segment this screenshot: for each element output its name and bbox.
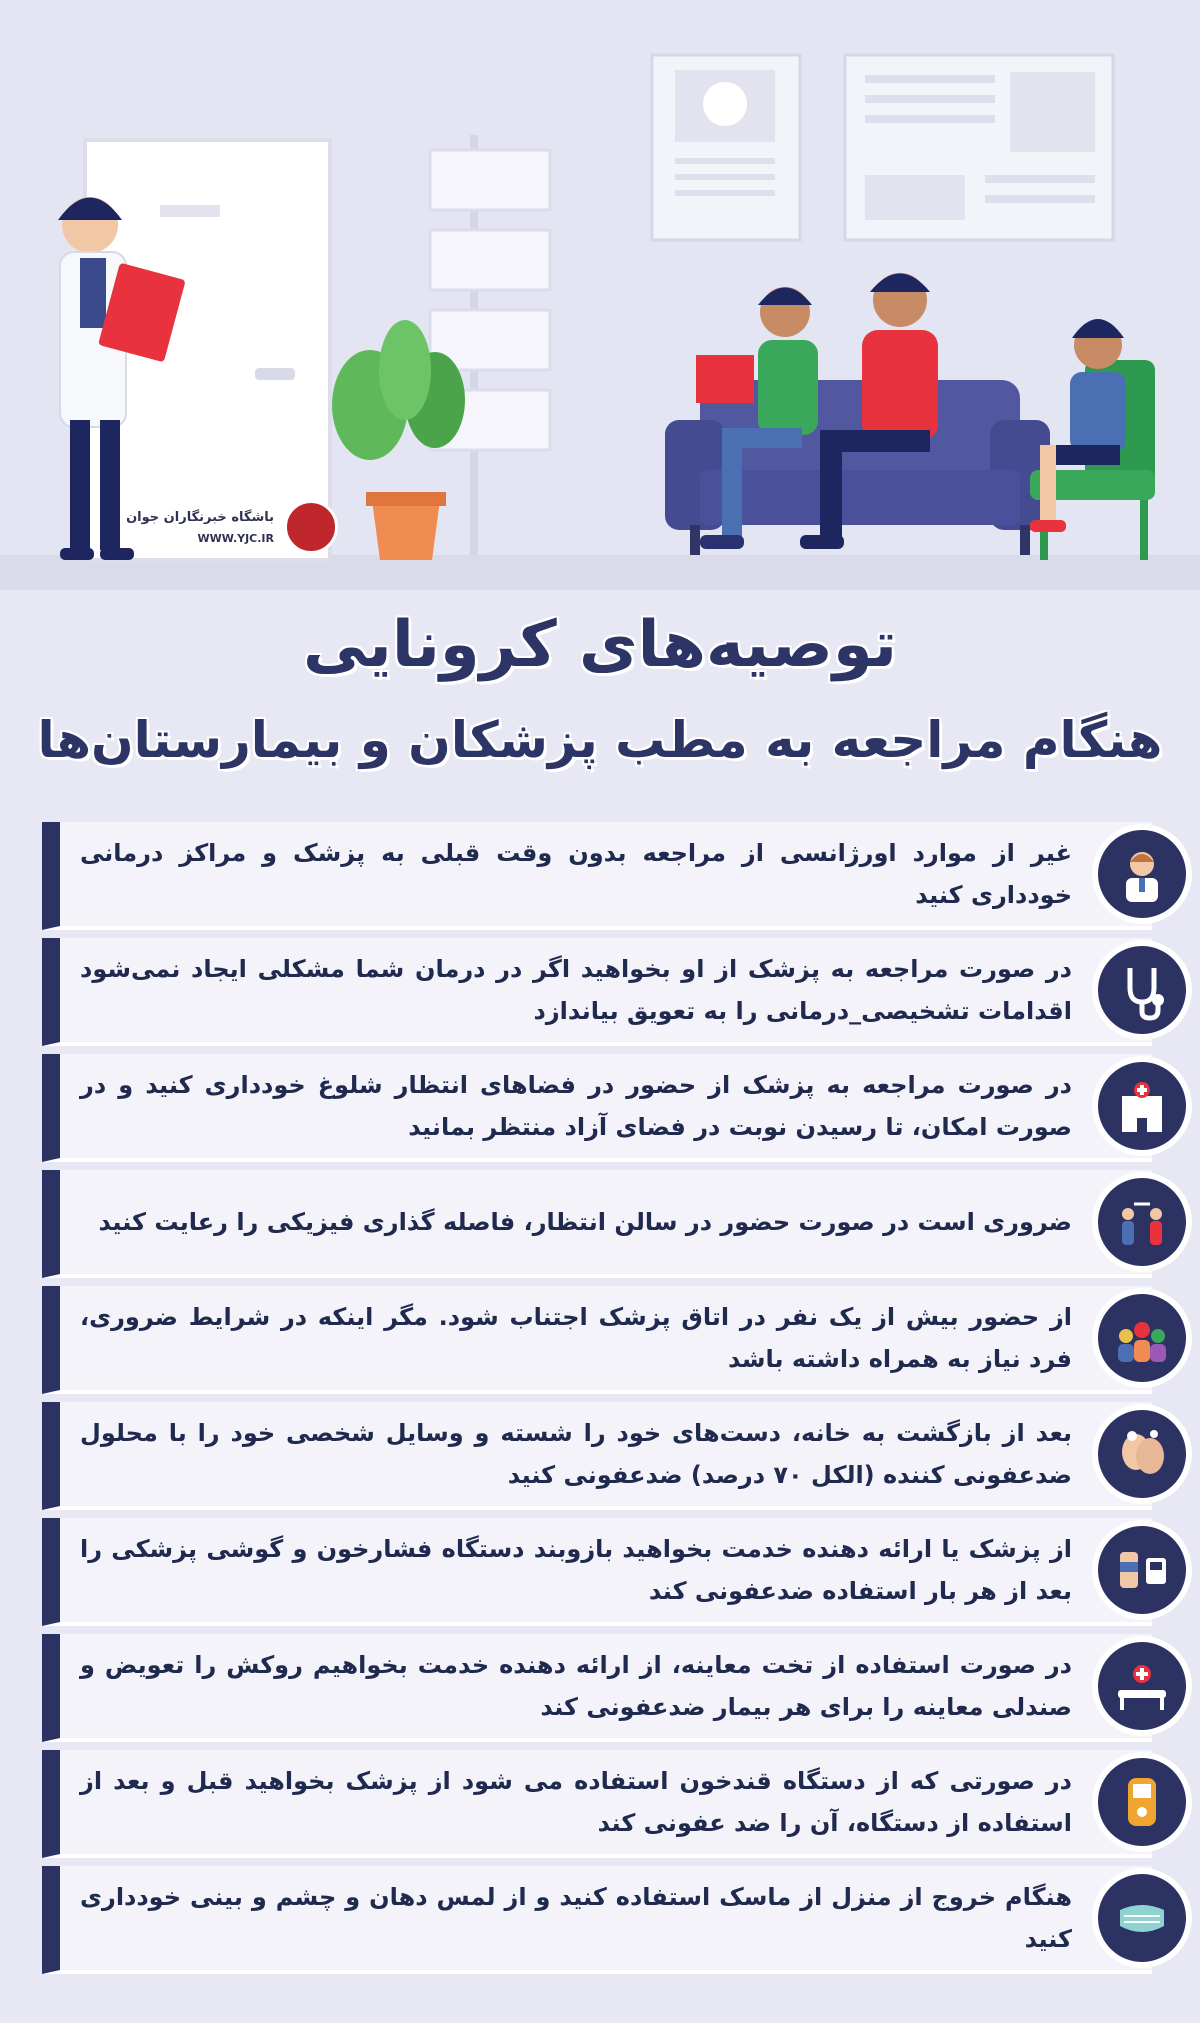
tip-item [42,1518,1152,1626]
tip-item [42,1286,1152,1394]
tip-text: هنگام خروج از منزل از ماسک استفاده کنید و از لمس دهان و چشم و بینی خودداری کنید [80,1883,1072,1953]
tip-item [42,822,1152,930]
blood-pressure-icon [1092,1520,1192,1620]
title-block [0,600,1200,800]
page-title: توصیه‌های کرونایی [303,608,897,682]
tip-item [42,1402,1152,1510]
tip-item [42,1634,1152,1742]
tip-text: بعد از بازگشت به خانه، دست‌های خود را شسته و وسایل شخصی خود را با محلول ضدعفونی کننده (الکل ۷۰ درصد) ضدعفونی کنید [80,1419,1072,1489]
tip-item [42,1170,1152,1278]
tip-text: در صورتی که از دستگاه قندخون استفاده می شود از پزشک بخواهید قبل و بعد از استفاده از دستگاه، آن را ضد عفونی کند [80,1767,1072,1837]
hero-illustration [0,0,1200,590]
page-subtitle: هنگام مراجعه به مطب پزشکان و بیمارستان‌ها [37,711,1163,769]
tip-item [42,938,1152,1046]
brand-name: باشگاه خبرنگاران جوان [126,510,274,525]
brand-logo-icon [284,500,338,554]
exam-bed-icon [1092,1636,1192,1736]
tip-item [42,1054,1152,1162]
tip-text: از حضور بیش از یک نفر در اتاق پزشک اجتناب شود. مگر اینکه در شرایط ضروری، فرد نیاز به همراه داشته باشد [80,1303,1072,1373]
doctor-icon [1092,824,1192,924]
xray-posters [652,55,1113,240]
hospital-icon [1092,1056,1192,1156]
glucometer-icon [1092,1752,1192,1852]
tip-text: ضروری است در صورت حضور در سالن انتظار، فاصله گذاری فیزیکی را رعایت کنید [98,1208,1072,1236]
tip-text: از پزشک یا ارائه دهنده خدمت بخواهید بازوبند دستگاه فشارخون و گوشی پزشکی را بعد از هر بار استفاده ضدعفونی کند [80,1535,1072,1605]
brand-watermark [126,494,338,560]
social-distance-icon [1092,1172,1192,1272]
hand-washing-icon [1092,1404,1192,1504]
brand-url: WWW.YJC.IR [197,532,274,545]
tip-text: در صورت مراجعه به پزشک از حضور در فضاهای انتظار شلوغ خودداری کنید و در صورت امکان، تا رسیدن نوبت در فضای آزاد منتظر بمانید [80,1071,1072,1141]
tip-item [42,1866,1152,1974]
tip-text: در صورت مراجعه به پزشک از او بخواهید اگر در درمان شما مشکلی ایجاد نمی‌شود اقدامات تشخیصی_درمانی را به تعویق بیاندازد [80,955,1072,1025]
stethoscope-icon [1092,940,1192,1040]
crowd-icon [1092,1288,1192,1388]
face-mask-icon [1092,1868,1192,1968]
tip-item [42,1750,1152,1858]
tip-text: در صورت استفاده از تخت معاینه، از ارائه دهنده خدمت بخواهیم روکش را تعویض و صندلی معاینه را برای هر بیمار ضدعفونی کند [80,1651,1072,1721]
tip-text: غیر از موارد اورژانسی از مراجعه بدون وقت قبلی به پزشک و مراکز درمانی خودداری کنید [80,839,1072,909]
